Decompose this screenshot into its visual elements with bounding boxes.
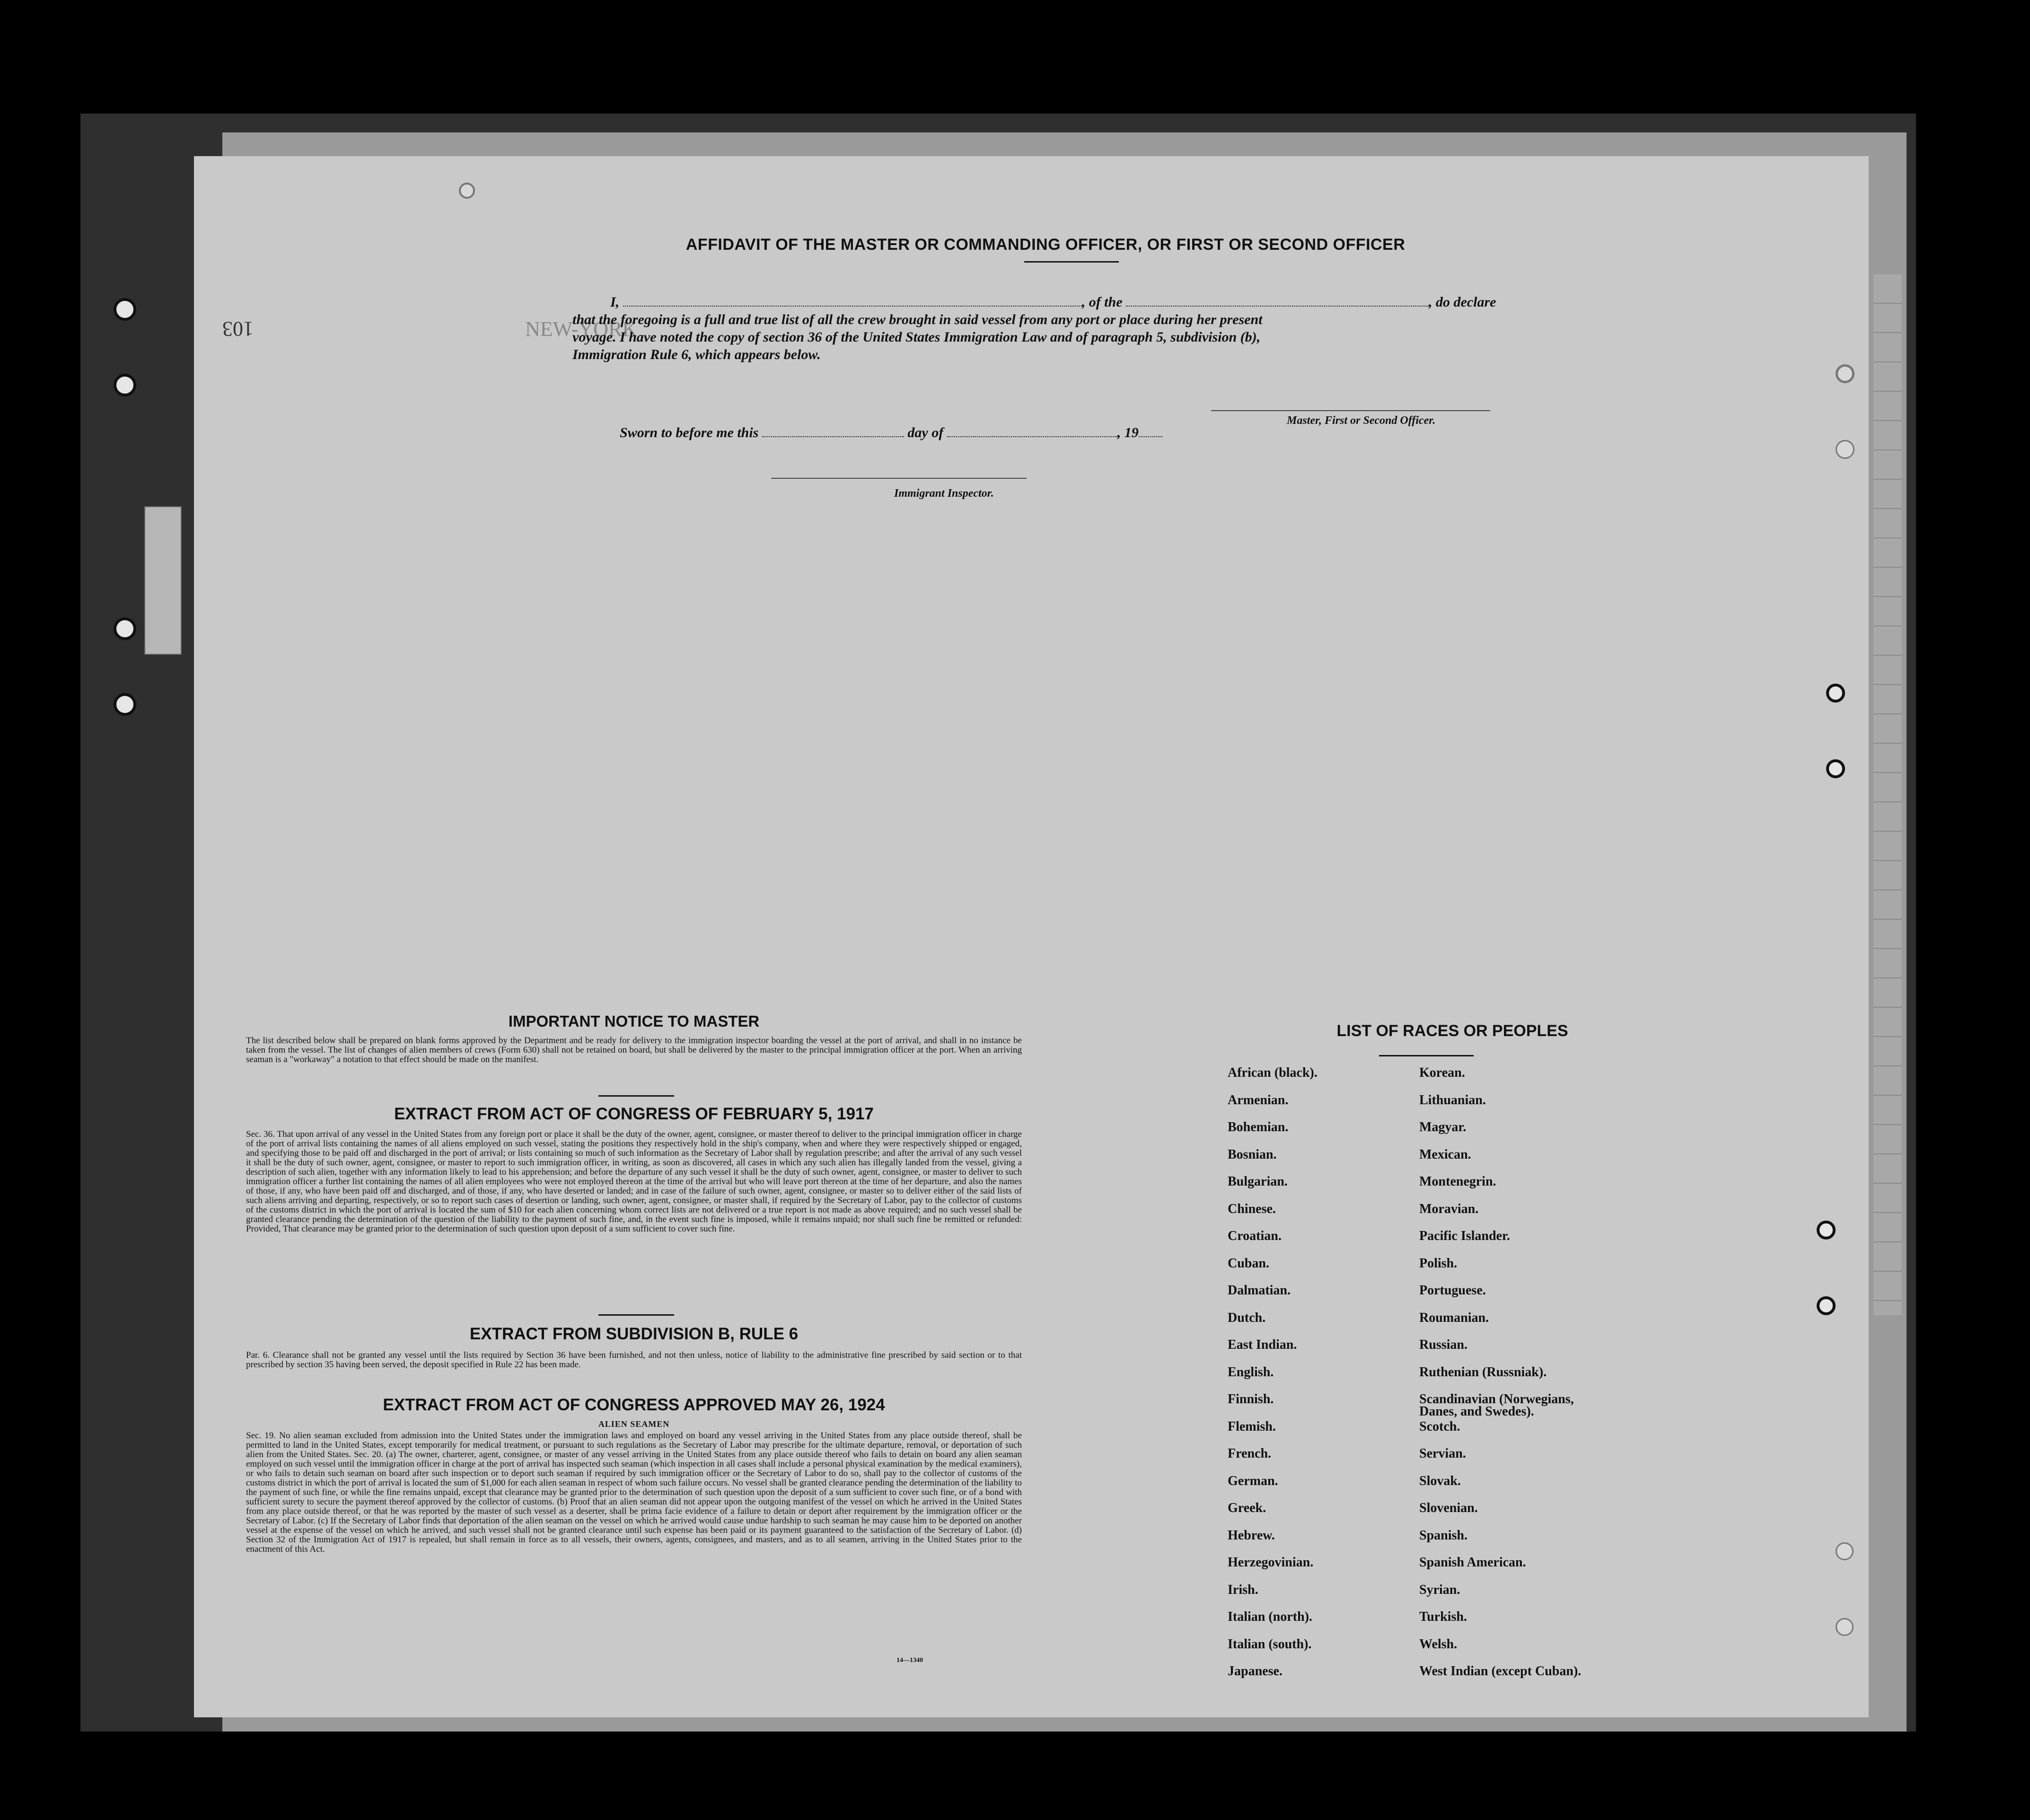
race-entry: West Indian (except Cuban).	[1419, 1664, 1582, 1679]
race-entry: Hebrew.	[1228, 1528, 1275, 1543]
notice-title: IMPORTANT NOTICE TO MASTER	[508, 1012, 760, 1030]
master-signature-line[interactable]	[1211, 410, 1490, 411]
race-entry: Italian (north).	[1228, 1609, 1312, 1624]
binder-hole	[114, 617, 136, 640]
binder-tab	[144, 506, 182, 655]
page-number: 103	[222, 317, 254, 341]
page-hole	[1836, 1618, 1854, 1636]
race-entry: Scotch.	[1419, 1419, 1460, 1434]
race-entry: East Indian.	[1228, 1337, 1297, 1352]
race-entry: Cuban.	[1228, 1256, 1269, 1271]
race-entry: Welsh.	[1419, 1636, 1458, 1652]
page-hole	[1836, 364, 1854, 383]
day-of-label: day of	[907, 425, 944, 440]
affidavit-i: I,	[610, 294, 620, 310]
race-entry: Montenegrin.	[1419, 1174, 1496, 1189]
affidavit-line-2: that the foregoing is a full and true list of all the crew brought in said vessel from any port or place during her present	[572, 312, 1263, 327]
section-rule	[598, 1314, 674, 1316]
race-entry: Spanish.	[1419, 1528, 1468, 1543]
race-entry: Dalmatian.	[1228, 1283, 1291, 1298]
race-entry: Flemish.	[1228, 1419, 1276, 1434]
extract-1917-title: EXTRACT FROM ACT OF CONGRESS OF FEBRUARY 5, 1917	[394, 1105, 874, 1123]
race-entry: Finnish.	[1228, 1392, 1274, 1407]
race-entry: Greek.	[1228, 1501, 1266, 1515]
page-hole	[1836, 440, 1854, 459]
affidavit-declare: , do declare	[1429, 294, 1496, 310]
inspector-label: Immigrant Inspector.	[894, 487, 994, 500]
rule-6-title: EXTRACT FROM SUBDIVISION B, RULE 6	[469, 1325, 799, 1343]
sworn-month-field[interactable]	[947, 436, 1117, 437]
race-entry: Dutch.	[1228, 1310, 1266, 1325]
sworn-label: Sworn to before me this	[620, 425, 759, 440]
title-rule	[1024, 261, 1119, 263]
race-entry: English.	[1228, 1364, 1274, 1380]
sworn-date-field[interactable]	[762, 436, 904, 437]
race-entry: Portuguese.	[1419, 1283, 1486, 1298]
year-label: , 19	[1117, 425, 1139, 440]
race-entry: Bulgarian.	[1228, 1174, 1288, 1189]
race-entry: Slovenian.	[1419, 1501, 1478, 1515]
form-number: 14—1340	[896, 1657, 923, 1664]
races-title: LIST OF RACES OR PEOPLES	[1336, 1022, 1568, 1040]
race-entry: Spanish American.	[1419, 1555, 1526, 1570]
race-entry: Armenian.	[1228, 1092, 1289, 1108]
race-entry: Russian.	[1419, 1337, 1468, 1352]
affidavit-line-4: Immigration Rule 6, which appears below.	[572, 347, 821, 362]
race-entry: Irish.	[1228, 1582, 1258, 1597]
extract-1924-subtitle: ALIEN SEAMEN	[598, 1419, 670, 1429]
page-hole	[1826, 759, 1845, 778]
race-entry: Japanese.	[1228, 1664, 1283, 1679]
race-entry: Mexican.	[1419, 1147, 1471, 1162]
inspector-signature-line[interactable]	[771, 478, 1027, 479]
race-entry: Chinese.	[1228, 1201, 1276, 1216]
race-entry: Ruthenian (Russniak).	[1419, 1364, 1547, 1380]
race-entry: Lithuanian.	[1419, 1092, 1486, 1108]
race-entry: French.	[1228, 1446, 1272, 1461]
binder-hole	[114, 693, 136, 716]
port-stamp: NEW-YORK	[525, 317, 638, 341]
affidavit-title: AFFIDAVIT OF THE MASTER OR COMMANDING OFFICER, OR FIRST OR SECOND OFFICER	[685, 236, 1406, 254]
races-right-column	[1419, 1067, 1684, 1693]
races-left-column	[1228, 1067, 1417, 1693]
race-entry: Croatian.	[1228, 1229, 1282, 1243]
race-entry: Polish.	[1419, 1256, 1458, 1271]
sworn-row	[620, 425, 1162, 441]
affidavit-line-1	[572, 293, 1708, 311]
form-page	[194, 156, 1869, 1717]
race-entry: Scandinavian (Norwegians, Danes, and Swedes).	[1419, 1392, 1574, 1419]
section-rule	[598, 1095, 674, 1097]
race-entry: Italian (south).	[1228, 1636, 1312, 1652]
extract-1924-body: Sec. 19. No alien seaman excluded from admission into the United States under the immigration laws and employed on board any vessel arriving in the United States from any place outside thereof, shall be permitted to land in the United States, except temporarily for medical treatment, or pursuant to such regulations as the Secretary of Labor may prescribe for the ultimate departure, removal, or deportation of such alien from the United States. Sec. 20. (a) The owner, charterer, agent, consignee, or master of any vessel arriving in the United States from any place outside thereof who fails to detain on board any alien seaman employed on such vessel until the immigration officer in charge at the port of arrival has inspected such seaman (which inspection in all cases shall include a personal physical examination by the medical examiners), or who fails to detain such seaman on board after such inspection or to deport such seaman if required by such immigration officer or the Secretary of Labor to do so, shall pay to the collector of customs of the customs district in which the port of arrival is located the sum of $1,000 for each alien seaman in respect of whom such failure occurs. No vessel shall be granted clearance pending the determination of the liability to the payment of such fine, or while the fine remains unpaid, except that clearance may be granted prior to the determination of such question upon the deposit of a sum sufficient to cover such fine, or of a bond with sufficient surety to secure the payment thereof approved by the collector of customs. (b) Proof that an alien seaman did not appear upon the outgoing manifest of the vessel on which he arrived in the United States from any place outside thereof, or that he was reported by the master of such vessel as a deserter, shall be prima facie evidence of a failure to detain or deport after requirement by the immigration officer or the Secretary of Labor. (c) If the Secretary of Labor finds that deportation of the alien seaman on the vessel on which he arrived would cause undue hardship to such seaman he may cause him to be deported on another vessel at the expense of the vessel on which he arrived, and such vessel shall not be granted clearance until such expense has been paid or its payment guaranteed to the satisfaction of the Secretary of Labor. (d) Section 32 of the Immigration Act of 1917 is repealed, but shall remain in force as to all vessels, their owners, agents, consignees, and masters, and as to all seamen, arriving in the United States prior to the enactment of this Act.	[246, 1431, 1022, 1554]
sworn-year-field[interactable]	[1139, 436, 1162, 437]
race-entry: Turkish.	[1419, 1609, 1467, 1624]
race-entry: Moravian.	[1419, 1201, 1479, 1216]
extract-1917-body: Sec. 36. That upon arrival of any vessel in the United States from any foreign port or place it shall be the duty of the owner, agent, consignee, or master thereof to deliver to the principal immigration officer in charge of the port of arrival lists containing the names of all aliens employed on such vessel, stating the positions they respectively hold in the ship's company, when and where they were respectively shipped or engaged, and specifying those to be paid off and discharged in the port of arrival; or lists containing so much of such information as the Secretary of Labor shall by regulation prescribe; and after the arrival of any such vessel it shall be the duty of such owner, agent, consignee, or master to report to such immigration officer, in writing, as soon as discovered, all cases in which any such alien has illegally landed from the vessel, giving a description of such alien, together with any information likely to lead to his apprehension; and before the departure of any such vessel it shall be the duty of such owner, agent, consignee, or master to deliver to such immigration officer a further list containing the names of all alien employees who were not employed thereon at the time of the arrival but who will leave port thereon at the time of her departure, and also the names of those, if any, who have been paid off and discharged, and of those, if any, who have deserted or landed; and in case of the failure of such owner, agent, consignee, or master so to deliver either of the said lists of such aliens arriving and departing, respectively, or so to report such cases of desertion or landing, such owner, agent, consignee, or master shall, if required by the Secretary of Labor, pay to the collector of customs of the customs district in which the port of arrival is located the sum of $10 for each alien concerning whom correct lists are not delivered or a true report is not made as above required; and no such vessel shall be granted clearance pending the determination of the question of the liability to the payment of such fine, and, in the event such fine is imposed, while it remains unpaid; nor shall such fine be remitted or refunded: Provided, That clearance may be granted prior to the determination of such question upon deposit of a sum sufficient to cover such fine.	[246, 1129, 1022, 1234]
race-entry: Bohemian.	[1228, 1120, 1289, 1134]
notice-body: The list described below shall be prepared on blank forms approved by the Department and be ready for delivery to the immigration inspector boarding the vessel at the port of arrival, and shall in no instance be taken from the vessel. The list of changes of alien members of crews (Form 630) shall not be retained on board, but shall be delivered by the master to the principal immigration officer at the port. When an arriving seaman is a "workaway" a notation to that effect should be made on the manifest.	[246, 1036, 1022, 1064]
race-entry: Slovak.	[1419, 1473, 1461, 1488]
race-entry: Herzegovinian.	[1228, 1555, 1314, 1570]
page-hole	[1817, 1296, 1836, 1315]
race-entry: Pacific Islander.	[1419, 1229, 1510, 1243]
race-entry: Roumanian.	[1419, 1310, 1489, 1325]
affidavit-body	[572, 293, 1708, 363]
name-field[interactable]	[623, 306, 1082, 307]
binder-hole	[114, 374, 136, 396]
rule-6-body: Par. 6. Clearance shall not be granted any vessel until the lists required by Section 36 have been furnished, and not then unless, notice of liability to the administrative fine prescribed by said section or to that prescribed by section 35 having been served, the deposit specified in Rule 22 has been made.	[246, 1350, 1022, 1370]
races-rule	[1379, 1055, 1474, 1056]
race-entry: Syrian.	[1419, 1582, 1460, 1597]
page-hole	[1826, 684, 1845, 703]
race-entry: African (black).	[1228, 1065, 1318, 1080]
race-entry: Bosnian.	[1228, 1147, 1277, 1162]
back-sheet-grid	[1873, 274, 1902, 1315]
vessel-field[interactable]	[1126, 306, 1429, 307]
master-label: Master, First or Second Officer.	[1287, 414, 1436, 427]
page-hole	[459, 183, 475, 199]
page-hole	[1817, 1221, 1836, 1240]
extract-1924-title: EXTRACT FROM ACT OF CONGRESS APPROVED MAY 26, 1924	[383, 1396, 885, 1414]
page-hole	[1836, 1542, 1854, 1560]
affidavit-of-the: , of the	[1081, 294, 1123, 310]
race-entry: Servian.	[1419, 1446, 1466, 1461]
binder-hole	[114, 298, 136, 321]
affidavit-line-3: voyage. I have noted the copy of section 36 of the United States Immigration Law and of paragraph 5, subdivision (b),	[572, 329, 1261, 345]
race-entry: Korean.	[1419, 1065, 1465, 1080]
race-entry: German.	[1228, 1473, 1278, 1488]
race-entry: Magyar.	[1419, 1120, 1467, 1134]
